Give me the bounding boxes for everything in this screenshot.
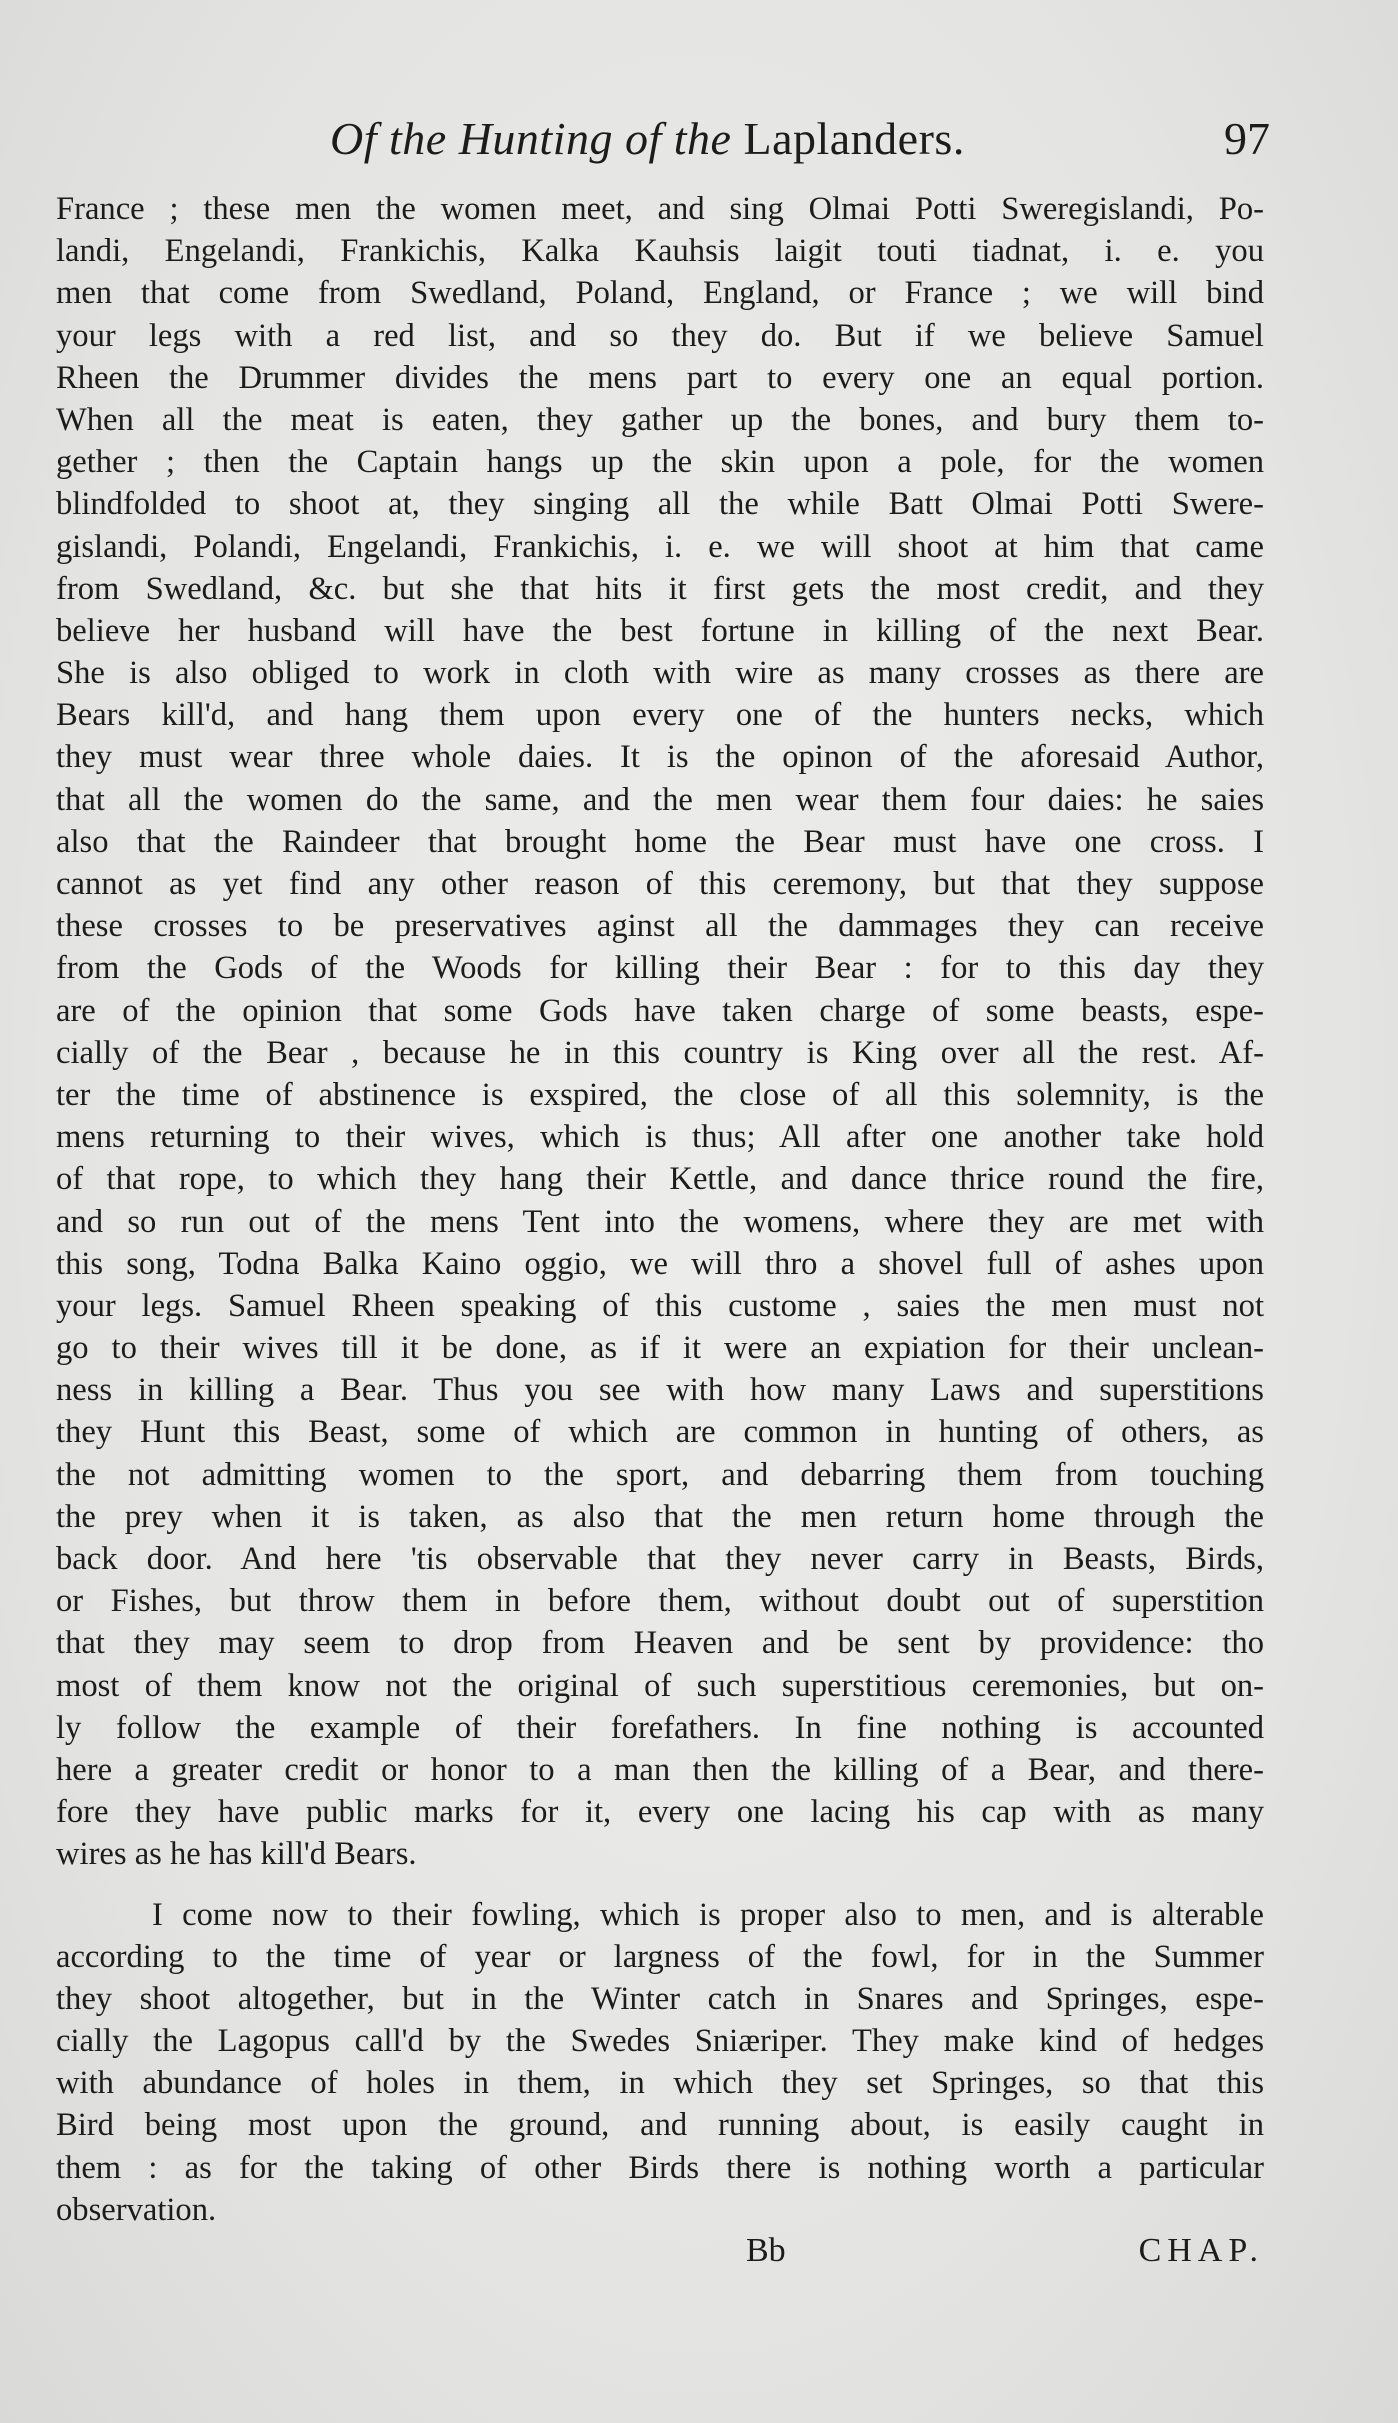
text-line: that all the women do the same, and the men wear them four daies: he saies	[56, 781, 1264, 818]
text-line: Bears kill'd, and hang them upon every one of the hunters necks, which	[56, 697, 1264, 734]
text-line: cially of the Bear , because he in this country is King over all the rest. Af-	[56, 1034, 1264, 1071]
text-line: go to their wives till it be done, as if it were an expiation for their unclean-	[56, 1330, 1264, 1367]
text-line: your legs. Samuel Rheen speaking of this custome , saies the men must not	[56, 1287, 1264, 1324]
paragraph-1	[56, 188, 1264, 1876]
text-line: according to the time of year or largness of the fowl, for in the Summer	[56, 1938, 1264, 1975]
text-line: from the Gods of the Woods for killing their Bear : for to this day they	[56, 950, 1264, 987]
text-line: of that rope, to which they hang their Kettle, and dance thrice round the fire,	[56, 1161, 1264, 1198]
text-line: She is also obliged to work in cloth with wire as many crosses as there are	[56, 655, 1264, 692]
running-title	[330, 112, 965, 165]
text-line: Bird being most upon the ground, and running about, is easily caught in	[56, 2107, 1264, 2144]
signature-mark: Bb	[746, 2232, 786, 2269]
text-line: ness in killing a Bear. Thus you see with how many Laws and superstitions	[56, 1372, 1264, 1409]
text-line: this song, Todna Balka Kaino oggio, we will thro a shovel full of ashes upon	[56, 1245, 1264, 1282]
text-line: ter the time of abstinence is exspired, the close of all this solemnity, is the	[56, 1076, 1264, 1113]
text-line: gether ; then the Captain hangs up the skin upon a pole, for the women	[56, 444, 1264, 481]
running-title-roman: Laplanders.	[743, 113, 965, 164]
catchword: CHAP.	[1138, 2232, 1264, 2269]
text-line: wires as he has kill'd Bears.	[56, 1836, 417, 1873]
text-line: are of the opinion that some Gods have taken charge of some beasts, espe-	[56, 992, 1264, 1029]
paragraph-gap	[56, 1876, 1264, 1894]
text-line: or Fishes, but throw them in before them, without doubt out of superstition	[56, 1583, 1264, 1620]
text-line: men that come from Swedland, Poland, England, or France ; we will bind	[56, 275, 1264, 312]
page-header	[330, 112, 1270, 182]
running-title-italic: Of the Hunting of the	[330, 113, 732, 164]
text-line: that they may seem to drop from Heaven and be sent by providence: tho	[56, 1625, 1264, 1662]
text-line: I come now to their fowling, which is proper also to men, and is alterable	[152, 1896, 1264, 1933]
text-line: they must wear three whole daies. It is the opinon of the aforesaid Author,	[56, 739, 1264, 776]
text-line: with abundance of holes in them, in which they set Springes, so that this	[56, 2065, 1264, 2102]
text-line: mens returning to their wives, which is thus; All after one another take hold	[56, 1119, 1264, 1156]
text-line: observation.	[56, 2191, 217, 2228]
text-line: here a greater credit or honor to a man then the killing of a Bear, and there-	[56, 1751, 1264, 1788]
text-line: blindfolded to shoot at, they singing all the while Batt Olmai Potti Swere-	[56, 486, 1264, 523]
text-line: from Swedland, &c. but she that hits it first gets the most credit, and they	[56, 570, 1264, 607]
text-line: also that the Raindeer that brought home the Bear must have one cross. I	[56, 823, 1264, 860]
text-line: cannot as yet find any other reason of this ceremony, but that they suppose	[56, 866, 1264, 902]
text-line: France ; these men the women meet, and sing Olmai Potti Sweregislandi, Po-	[56, 191, 1264, 227]
text-line: the not admitting women to the sport, and debarring them from touching	[56, 1456, 1264, 1493]
text-line: the prey when it is taken, as also that the men return home through the	[56, 1498, 1264, 1535]
page-footer	[56, 2232, 1264, 2292]
text-line: most of them know not the original of such superstitious ceremonies, but on-	[56, 1667, 1264, 1704]
text-line: and so run out of the mens Tent into the womens, where they are met with	[56, 1203, 1264, 1240]
paragraph-2	[56, 1894, 1264, 2232]
text-line: believe her husband will have the best fortune in killing of the next Bear.	[56, 612, 1264, 649]
text-line: them : as for the taking of other Birds there is nothing worth a particular	[56, 2149, 1264, 2186]
text-line: fore they have public marks for it, every one lacing his cap with as many	[56, 1794, 1264, 1831]
text-line: these crosses to be preservatives aginst all the dammages they can receive	[56, 908, 1264, 945]
text-line: they shoot altogether, but in the Winter catch in Snares and Springes, espe-	[56, 1980, 1264, 2017]
text-line: they Hunt this Beast, some of which are common in hunting of others, as	[56, 1414, 1264, 1451]
body-text	[56, 188, 1264, 2231]
text-line: back door. And here 'tis observable that they never carry in Beasts, Birds,	[56, 1541, 1264, 1577]
text-line: ly follow the example of their forefathers. In fine nothing is accounted	[56, 1709, 1264, 1746]
text-line: your legs with a red list, and so they do. But if we believe Samuel	[56, 317, 1264, 354]
text-line: cially the Lagopus call'd by the Swedes Sniæriper. They make kind of hedges	[56, 2023, 1264, 2060]
page-number: 97	[1224, 113, 1270, 164]
text-line: Rheen the Drummer divides the mens part to every one an equal portion.	[56, 359, 1264, 396]
text-line: landi, Engelandi, Frankichis, Kalka Kauhsis laigit touti tiadnat, i. e. you	[56, 233, 1264, 270]
text-line: gislandi, Polandi, Engelandi, Frankichis, i. e. we will shoot at him that came	[56, 528, 1264, 565]
text-line: When all the meat is eaten, they gather up the bones, and bury them to-	[56, 401, 1264, 438]
